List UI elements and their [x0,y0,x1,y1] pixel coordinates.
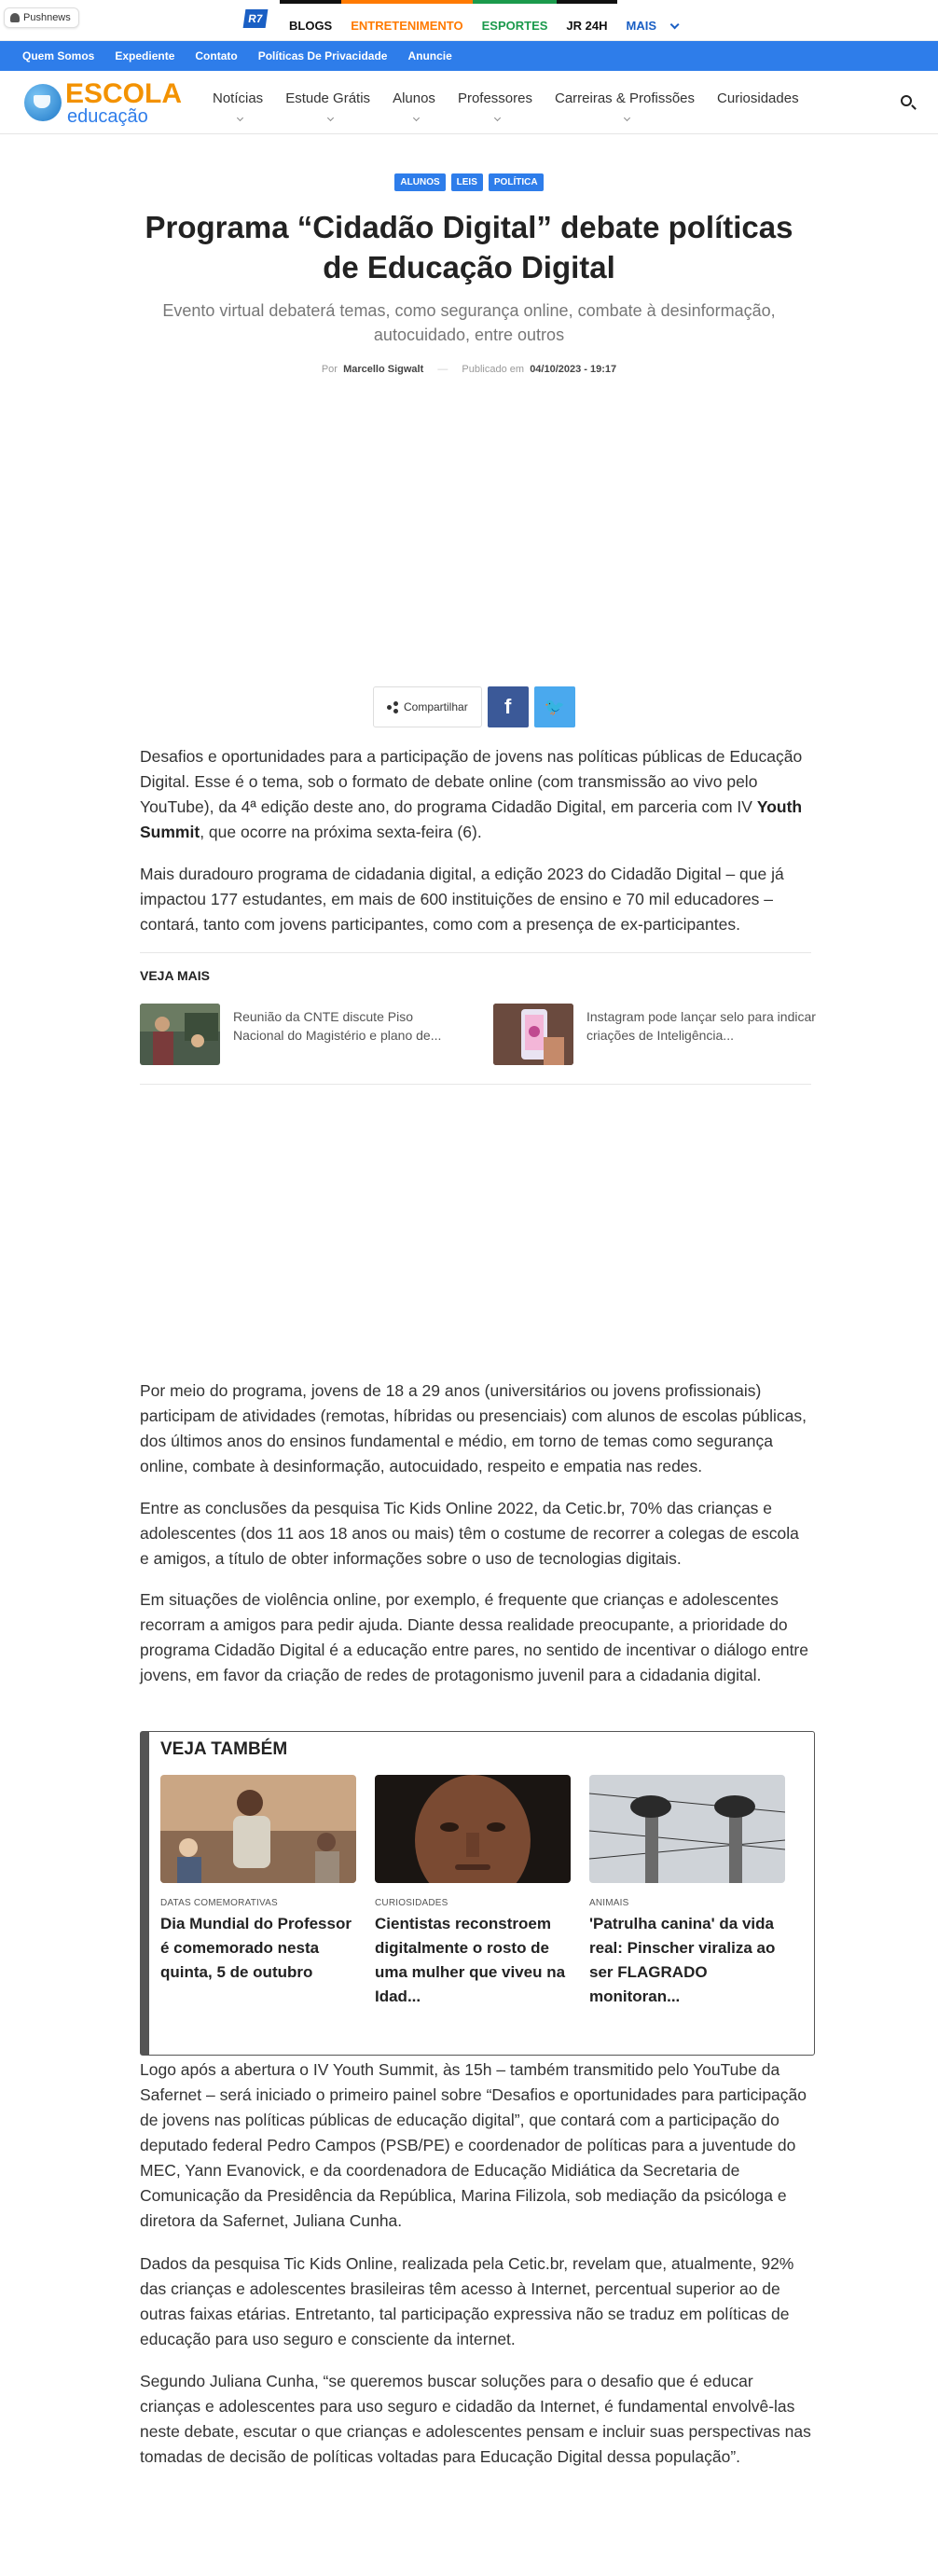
pushnews-label: Pushnews [23,12,71,23]
r7-nav-blogs[interactable]: BLOGS [280,0,341,41]
main-navigation [0,71,938,134]
menu-item-noticias[interactable] [201,71,274,134]
menu-item-alunos[interactable] [381,71,447,134]
paragraph-text: Desafios e oportunidades para a participação de jovens nas políticas públicas de Educação Digital. Esse é o tema, sob o formato de debate online (com transmissão ao vivo pelo YouTube), da 4ª edição deste ano, do programa Cidadão Digital, em parceria com IV [140,747,803,816]
r7-nav-esportes[interactable]: ESPORTES [473,0,558,41]
r7-nav-mais[interactable] [617,0,686,41]
r7-nav [280,0,685,41]
article-subtitle: Evento virtual debaterá temas, como segurança online, combate à desinformação, autocuidado, entre outros [162,301,776,344]
menu-item-carreiras[interactable] [544,71,706,134]
link-quem-somos[interactable]: Quem Somos [22,49,95,62]
site-logo[interactable] [24,76,183,129]
twitter-icon: 🐦 [544,698,565,716]
veja-mais-title: VEJA MAIS [140,968,210,983]
twitter-share-button[interactable] [534,686,575,727]
tag-alunos[interactable]: ALUNOS [394,173,445,191]
divider [140,952,811,953]
menu-label: Estude Grátis [285,90,371,106]
veja-tambem-category: ANIMAIS [589,1898,629,1908]
veja-mais-item[interactable] [493,1004,820,1065]
veja-tambem-category: DATAS COMEMORATIVAS [160,1898,278,1908]
veja-tambem-headline: Cientistas reconstroem digitalmente o rosto de uma mulher que viveu na Idad... [375,1915,566,2005]
article-title: Programa “Cidadão Digital” debate políticas de Educação Digital [145,210,793,284]
veja-mais-headline: Reunião da CNTE discute Piso Nacional do Magistério e plano de... [233,1009,442,1043]
share-button[interactable] [373,686,482,727]
menu-label: Carreiras & Profissões [554,90,696,106]
veja-tambem-headline: Dia Mundial do Professor é comemorado nesta quinta, 5 de outubro [160,1915,352,1981]
logo-text-escola: ESCOLA [65,78,183,109]
bell-icon [10,13,20,22]
article-paragraph: Entre as conclusões da pesquisa Tic Kids Online 2022, da Cetic.br, 70% das crianças e adolescentes (dos 11 aos 18 anos ou mais) têm o costume de recorrer a colegas de escola e amigos, a título de obter informações sobre o uso de tecnologias digitais. [140,1499,799,1568]
veja-mais-headline: Instagram pode lançar selo para indicar criações de Inteligência... [586,1009,816,1043]
menu-item-professores[interactable] [447,71,544,134]
veja-mais-item[interactable] [140,1004,466,1065]
veja-tambem-category: CURIOSIDADES [375,1898,448,1908]
chevron-down-icon [624,115,630,121]
veja-tambem-box [140,1731,815,2056]
chevron-down-icon [413,115,420,121]
article-paragraph: Logo após a abertura o IV Youth Summit, às 15h – também transmitido pelo YouTube da Safernet – será iniciado o primeiro painel sobre “Desafios e oportunidades para participação de jovens nas políticas públicas de educação digital”, que contará com a participação do deputado federal Pedro Campos (PSB/PE) e coordenador de políticas para a juventude do MEC, Yann Evanovick, e da coordenadora de Educação Midiática da Secretaria de Comunicação da Presidência da República, Marina Filizola, sob mediação da psicóloga e diretora da Safernet, Juliana Cunha. [140,2060,807,2230]
youth-summit-link[interactable]: Youth Summit [140,797,803,841]
r7-logo[interactable]: R7 [243,9,269,28]
veja-tambem-image [160,1775,356,1883]
chevron-down-icon [670,20,680,29]
logo-text-educacao: educação [67,106,148,127]
menu-item-estude-gratis[interactable] [274,71,381,134]
article-paragraph: Em situações de violência online, por exemplo, é frequente que crianças e adolescentes recorram a amigos para pedir ajuda. Diante dessa realidade preocupante, a prioridade do programa Cidadão Digital é a educação entre pares, no sentido de incentivar o diálogo entre jovens, em favor da criação de redes de protagonismo juvenil para a cidadania digital. [140,1590,808,1684]
chevron-down-icon [237,115,243,121]
veja-tambem-title: VEJA TAMBÉM [160,1739,288,1759]
menu-label: Curiosidades [717,90,799,106]
published-label: Publicado em [462,364,525,375]
veja-tambem-card[interactable] [589,1775,785,2009]
veja-tambem-card[interactable] [160,1775,356,1985]
chevron-down-icon [327,115,334,121]
utility-links-bar [0,41,938,71]
article-paragraph: Segundo Juliana Cunha, “se queremos buscar soluções para o desafio que é educar crianças e adolescentes para uso seguro e cidadão da Internet, é fundamental envolvê-las neste debate, escutar o que crianças e adolescentes pensam e incluir suas perspectivas nas tomadas de decisão de políticas voltadas para Educação Digital dessa população”. [140,2372,811,2466]
veja-tambem-card[interactable] [375,1775,571,2009]
article-paragraph: Dados da pesquisa Tic Kids Online, realizada pela Cetic.br, revelam que, atualmente, 92% das crianças e adolescentes brasileiras têm acesso à Internet, percentual superior ao de outras faixas etárias. Entretanto, tal participação expressiva não se traduz em políticas de educação para uso seguro e consciente da internet. [140,2254,794,2348]
category-tags [0,173,938,191]
article-paragraph [140,744,811,845]
menu-item-curiosidades[interactable] [706,71,810,134]
divider [140,1084,811,1085]
r7-nav-mais-label: MAIS [626,19,656,33]
meta-separator: — [437,364,448,375]
r7-nav-jr24h[interactable]: JR 24H [557,0,616,41]
share-label: Compartilhar [404,700,468,713]
link-anuncie[interactable]: Anuncie [407,49,452,62]
tag-leis[interactable]: LEIS [451,173,483,191]
chevron-down-icon [494,115,501,121]
veja-tambem-headline: 'Patrulha canina' da vida real: Pinscher viraliza ao ser FLAGRADO monitoran... [589,1915,776,2005]
r7-top-bar [0,0,938,41]
link-politicas-privacidade[interactable]: Políticas De Privacidade [257,49,388,62]
paragraph-text: , que ocorre na próxima sexta-feira (6). [200,823,482,841]
published-date: 04/10/2023 - 19:17 [530,364,617,375]
menu-label: Notícias [213,90,264,106]
facebook-icon: f [504,695,512,718]
article-paragraph: Por meio do programa, jovens de 18 a 29 anos (universitários ou jovens profissionais) participam de atividades (remotas, híbridas ou presenciais) com alunos de escolas públicas, dos últimos anos do ensinos fundamental e médio, em torno de temas como segurança online, combate à desinformação, autocuidado, respeito e empatia nas redes. [140,1381,807,1475]
tag-politica[interactable]: POLÍTICA [489,173,544,191]
search-icon[interactable] [901,95,912,106]
by-label: Por [321,364,338,375]
veja-mais-thumbnail [493,1004,573,1065]
article-paragraph: Mais duradouro programa de cidadania digital, a edição 2023 do Cidadão Digital – que já impactou 177 estudantes, em mais de 600 instituições de ensino e 70 mil educadores – contará, tanto com jovens participantes, como com a presença de ex-participantes. [140,865,784,934]
menu-label: Alunos [393,90,435,106]
globe-icon [24,84,62,121]
link-expediente[interactable]: Expediente [115,49,175,62]
share-bar [373,686,575,727]
veja-tambem-image [589,1775,785,1883]
menu-label: Professores [457,90,532,106]
link-contato[interactable]: Contato [195,49,238,62]
facebook-share-button[interactable] [488,686,529,727]
veja-tambem-image [375,1775,571,1883]
pushnews-button[interactable] [4,7,79,28]
veja-mais-thumbnail [140,1004,220,1065]
share-icon [387,701,398,713]
menu [201,71,810,134]
r7-nav-entretenimento[interactable]: ENTRETENIMENTO [341,0,472,41]
author-name[interactable]: Marcello Sigwalt [343,364,424,375]
article-meta [0,364,938,375]
